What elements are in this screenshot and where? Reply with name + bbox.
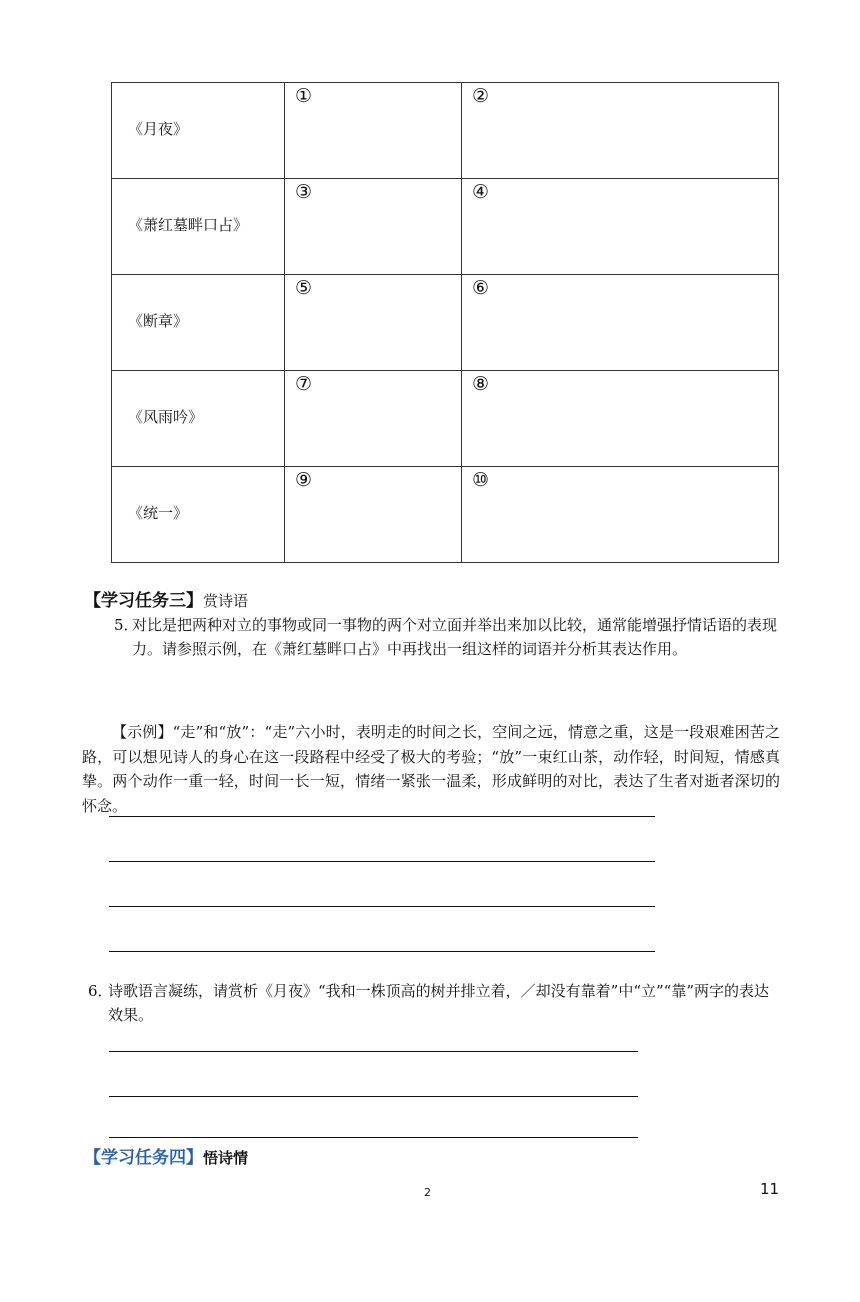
- question-number: 6．: [88, 982, 113, 1000]
- question-5-text: 对比是把两种对立的事物或同一事物的两个对立面并举出来加以比较，通常能增强抒情话语的表现力。请参照示例，在《萧红墓畔口占》中再找出一组这样的词语并分析其表达作用。: [132, 616, 778, 658]
- answer-cell[interactable]: [285, 179, 462, 275]
- blank-marker: ⑤: [295, 277, 313, 299]
- page-number: 11: [760, 1180, 780, 1198]
- table-row: [112, 83, 779, 179]
- answer-cell[interactable]: [462, 371, 779, 467]
- poem-title: 《萧红墓畔口占》: [128, 216, 249, 234]
- answer-cell[interactable]: [462, 275, 779, 371]
- answer-line[interactable]: [109, 1096, 638, 1097]
- task3-subtitle: 赏诗语: [203, 592, 249, 610]
- poem-table: [111, 82, 779, 563]
- blank-marker: ⑨: [295, 469, 313, 491]
- answer-line[interactable]: [109, 1137, 638, 1138]
- answer-cell[interactable]: [285, 275, 462, 371]
- blank-marker: ②: [472, 85, 490, 107]
- task4-subtitle: 悟诗情: [203, 1149, 249, 1167]
- answer-cell[interactable]: [285, 371, 462, 467]
- blank-marker: ①: [295, 85, 313, 107]
- question-number: 5．: [114, 616, 139, 634]
- answer-line[interactable]: [109, 1051, 638, 1052]
- poem-title-cell: [112, 179, 285, 275]
- poem-title-cell: [112, 371, 285, 467]
- example-paragraph: 【示例】“走”和“放”：“走”六小时，表明走的时间之长，空间之远，情意之重，这是一段艰难困苦之路，可以想见诗人的身心在这一段路程中经受了极大的考验；“放”一束红山茶，动作轻，时间短，情感真挚。两个动作一重一轻，时间一长一短，情绪一紧张一温柔，形成鲜明的对比，表达了生者对逝者深切的怀念。: [82, 723, 780, 815]
- answer-line[interactable]: [109, 861, 655, 862]
- poem-title-cell: [112, 83, 285, 179]
- answer-cell[interactable]: [462, 467, 779, 563]
- blank-marker: ⑧: [472, 373, 490, 395]
- poem-title: 《断章》: [128, 312, 189, 330]
- table-row: [112, 179, 779, 275]
- answer-cell[interactable]: [285, 467, 462, 563]
- table-row: [112, 275, 779, 371]
- blank-marker: ③: [295, 181, 313, 203]
- blank-marker: ⑥: [472, 277, 490, 299]
- task4-title: 【学习任务四】: [84, 1148, 203, 1168]
- answer-cell[interactable]: [462, 83, 779, 179]
- task3-title: 【学习任务三】: [84, 591, 203, 611]
- poem-title-cell: [112, 467, 285, 563]
- blank-marker: ⑦: [295, 373, 313, 395]
- answer-line[interactable]: [109, 906, 655, 907]
- blank-marker: ⑩: [472, 469, 490, 491]
- answer-line[interactable]: [109, 816, 655, 817]
- question-6-text: 诗歌语言凝练，请赏析《月夜》“我和一株顶高的树并排立着，／却没有靠着”中“立”“靠”两字的表达效果。: [108, 982, 770, 1024]
- task4-heading: [84, 1143, 248, 1168]
- answer-cell[interactable]: [285, 83, 462, 179]
- poem-title-cell: [112, 275, 285, 371]
- poem-title: 《风雨吟》: [128, 408, 204, 426]
- poem-title: 《月夜》: [128, 120, 189, 138]
- poem-title: 《统一》: [128, 504, 189, 522]
- page-number-small: 2: [424, 1186, 431, 1199]
- answer-cell[interactable]: [462, 179, 779, 275]
- table-row: [112, 371, 779, 467]
- table-row: [112, 467, 779, 563]
- task3-heading: [84, 586, 248, 611]
- blank-marker: ④: [472, 181, 490, 203]
- answer-line[interactable]: [109, 951, 655, 952]
